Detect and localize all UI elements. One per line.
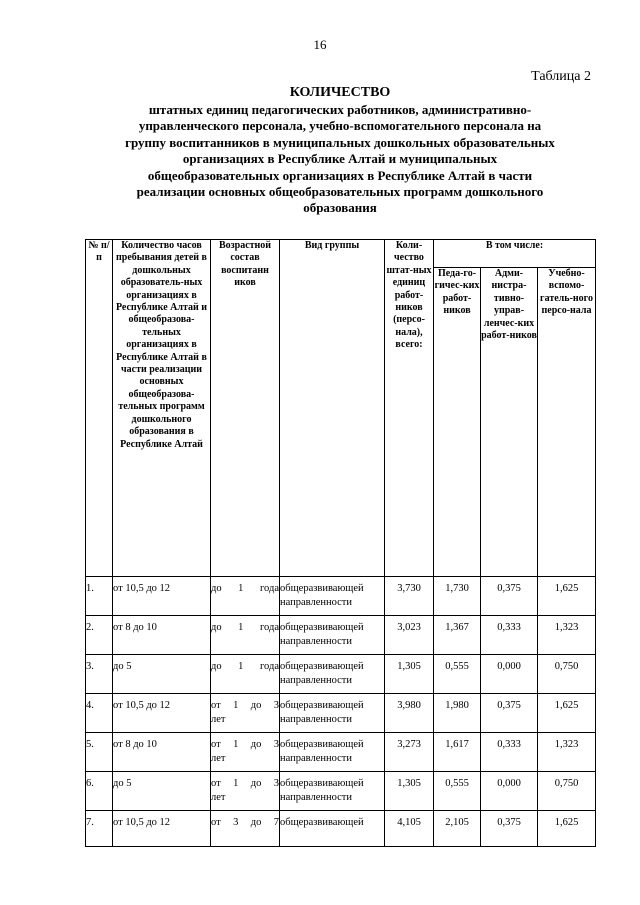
staff-table — [85, 239, 596, 847]
group-direction: направленности — [280, 596, 353, 608]
cell-age — [211, 577, 280, 616]
age-word: до — [211, 661, 222, 672]
cell-total: 3,273 — [385, 733, 434, 772]
cell-num: 1. — [86, 577, 113, 616]
cell-ped: 2,105 — [434, 811, 481, 847]
cell-age — [211, 733, 280, 772]
cell-support: 1,625 — [538, 577, 596, 616]
cell-support: 0,750 — [538, 655, 596, 694]
cell-num: 5. — [86, 733, 113, 772]
title-line: штатных единиц педагогических работников, административно- — [148, 102, 532, 117]
cell-ped: 1,617 — [434, 733, 481, 772]
header-hours: Количество часов пребывания детей в дошкольных образователь-ных организациях в Республике Алтай и общеобразова-тельных организациях в Республике Алтай в части реализации основных общеобразова-тельных программ дошкольного образования в Республике Алтай — [113, 240, 211, 577]
group-type: общеразвивающей — [280, 661, 364, 672]
cell-ped: 0,555 — [434, 655, 481, 694]
group-type: общеразвивающей — [280, 817, 364, 828]
cell-hours: до 5 — [113, 772, 211, 811]
table-row — [86, 616, 596, 655]
cell-group — [280, 616, 385, 655]
table-row — [86, 811, 596, 847]
page-number: 16 — [313, 37, 327, 52]
age-word: года — [260, 661, 279, 672]
age-word: до — [250, 778, 262, 789]
group-direction: направленности — [280, 752, 353, 764]
header-support: Учебно-вспомо-гатель-ного персо-нала — [538, 268, 596, 577]
cell-support: 1,625 — [538, 694, 596, 733]
age-word: до — [250, 817, 262, 828]
cell-hours: от 10,5 до 12 — [113, 577, 211, 616]
age-word: 3 — [273, 739, 279, 750]
group-type: общеразвивающей — [280, 739, 364, 750]
age-unit: лет — [211, 791, 226, 803]
header-num: № п/п — [86, 240, 113, 577]
cell-support: 1,323 — [538, 616, 596, 655]
table-label: Таблица 2 — [531, 69, 591, 84]
cell-ped: 1,367 — [434, 616, 481, 655]
cell-total: 1,305 — [385, 772, 434, 811]
cell-hours: от 8 до 10 — [113, 733, 211, 772]
table-title — [90, 84, 590, 217]
cell-total: 3,980 — [385, 694, 434, 733]
cell-admin: 0,375 — [481, 811, 538, 847]
age-word: 1 — [233, 739, 239, 750]
header-total: Коли-чество штат-ных единиц работ-ников (персо-нала), всего: — [385, 240, 434, 577]
cell-admin: 0,000 — [481, 772, 538, 811]
age-word: от — [211, 739, 221, 750]
age-word: 3 — [273, 700, 279, 711]
cell-total: 3,730 — [385, 577, 434, 616]
header-group: Вид группы — [280, 240, 385, 577]
cell-group — [280, 772, 385, 811]
title-line: образования — [303, 200, 377, 216]
cell-num: 2. — [86, 616, 113, 655]
cell-admin: 0,375 — [481, 694, 538, 733]
cell-age — [211, 772, 280, 811]
age-word: 7 — [273, 817, 279, 828]
title-line: реализации основных общеобразовательных программ дошкольного — [136, 184, 544, 200]
group-type: общеразвивающей — [280, 778, 364, 789]
age-word: до — [211, 622, 222, 633]
cell-num: 6. — [86, 772, 113, 811]
age-word: 1 — [238, 622, 244, 633]
cell-admin: 0,375 — [481, 577, 538, 616]
group-direction: направленности — [280, 713, 353, 725]
cell-total: 3,023 — [385, 616, 434, 655]
age-unit: лет — [211, 713, 226, 725]
cell-hours: от 10,5 до 12 — [113, 694, 211, 733]
title-line: общеобразовательных организациях в Республике Алтай в части — [147, 167, 533, 183]
age-word: до — [250, 700, 262, 711]
cell-group — [280, 655, 385, 694]
age-word: от — [211, 778, 221, 789]
age-word: 1 — [238, 661, 244, 672]
group-type: общеразвивающей — [280, 622, 364, 633]
table-row — [86, 772, 596, 811]
group-direction: направленности — [280, 635, 353, 647]
age-word: 1 — [233, 778, 239, 789]
group-type: общеразвивающей — [280, 583, 364, 594]
group-type: общеразвивающей — [280, 700, 364, 711]
age-word: года — [260, 583, 279, 594]
cell-age — [211, 655, 280, 694]
cell-hours: от 8 до 10 — [113, 616, 211, 655]
cell-support: 0,750 — [538, 772, 596, 811]
cell-age — [211, 616, 280, 655]
group-direction: направленности — [280, 791, 353, 803]
title-line: организациях в Республике Алтай и муниципальных — [182, 151, 498, 167]
cell-group — [280, 694, 385, 733]
cell-ped: 1,730 — [434, 577, 481, 616]
age-word: до — [211, 583, 222, 594]
header-ped: Педа-го-гичес-ких работ-ников — [434, 268, 481, 577]
table-row — [86, 655, 596, 694]
age-word: 1 — [233, 700, 239, 711]
title-line: группу воспитанников в муниципальных дошкольных образовательных — [125, 134, 555, 150]
cell-hours: до 5 — [113, 655, 211, 694]
cell-num: 7. — [86, 811, 113, 847]
title-heading: КОЛИЧЕСТВО — [289, 85, 391, 100]
title-line: управленческого персонала, учебно-вспомогательного персонала на — [138, 118, 542, 134]
cell-total: 1,305 — [385, 655, 434, 694]
table-row — [86, 577, 596, 616]
cell-group — [280, 577, 385, 616]
age-word: 3 — [233, 817, 239, 828]
cell-support: 1,625 — [538, 811, 596, 847]
age-word: года — [260, 622, 279, 633]
age-word: 1 — [238, 583, 244, 594]
cell-group — [280, 811, 385, 847]
cell-admin: 0,333 — [481, 616, 538, 655]
group-direction: направленности — [280, 674, 353, 686]
age-word: от — [211, 700, 221, 711]
cell-ped: 1,980 — [434, 694, 481, 733]
table-row — [86, 733, 596, 772]
age-word: 3 — [273, 778, 279, 789]
cell-support: 1,323 — [538, 733, 596, 772]
cell-ped: 0,555 — [434, 772, 481, 811]
header-admin: Адми-нистра-тивно-управ-ленчес-ких работ-ников — [481, 268, 538, 577]
age-unit: лет — [211, 752, 226, 764]
cell-hours: от 10,5 до 12 — [113, 811, 211, 847]
age-word: от — [211, 817, 221, 828]
cell-admin: 0,333 — [481, 733, 538, 772]
cell-total: 4,105 — [385, 811, 434, 847]
cell-num: 4. — [86, 694, 113, 733]
cell-age — [211, 811, 280, 847]
cell-num: 3. — [86, 655, 113, 694]
age-word: до — [250, 739, 262, 750]
cell-group — [280, 733, 385, 772]
header-including: В том числе: — [434, 240, 596, 268]
cell-age — [211, 694, 280, 733]
cell-admin: 0,000 — [481, 655, 538, 694]
header-age: Возрастной состав воспитанн иков — [211, 240, 280, 577]
table-row — [86, 694, 596, 733]
